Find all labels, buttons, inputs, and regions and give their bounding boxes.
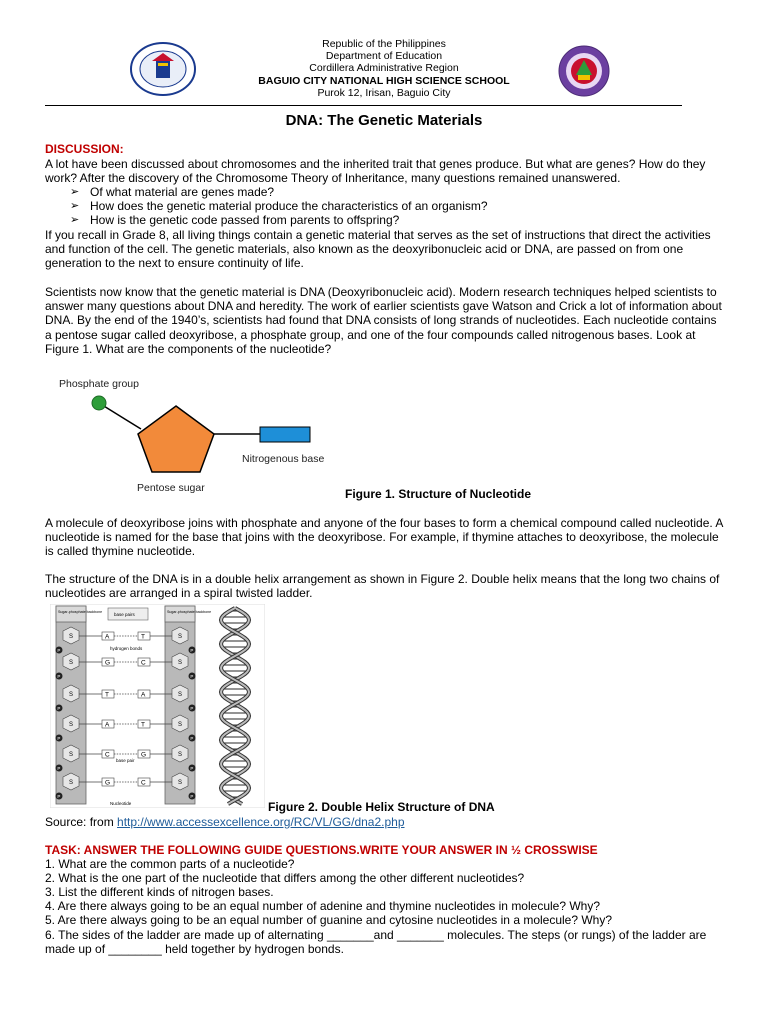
question-item: ➢ How is the genetic code passed from parents to offspring? — [70, 213, 400, 228]
republic-line: Republic of the Philippines — [322, 38, 446, 50]
task-heading: TASK: ANSWER THE FOLLOWING GUIDE QUESTIONS.WRITE YOUR ANSWER IN ½ CROSSWISE — [45, 843, 598, 857]
source-line — [45, 815, 725, 829]
nucleotide-label: Nucleotide — [110, 801, 132, 806]
phosphate-letter: P — [57, 706, 61, 711]
discussion-paragraph-1: A lot have been discussed about chromosomes and the inherited trait that genes produce. But what are genes? How do they work? After the discovery of the Chromosome Theory of Inheritance, many questions remained unanswered. — [45, 157, 706, 186]
phosphate-letter: P — [190, 648, 194, 653]
base-letter-left: G — [105, 779, 111, 787]
page-title: DNA: The Genetic Materials — [285, 112, 483, 129]
phosphate-letter: P — [190, 794, 194, 799]
phosphate-circle — [92, 396, 106, 410]
department-line: Department of Education — [325, 50, 443, 63]
source-link[interactable]: http://www.accessexcellence.org/RC/VL/GG/dna2.php — [117, 815, 405, 829]
sugar-letter: S — [69, 634, 74, 640]
discussion-paragraph-4: A molecule of deoxyribose joins with phosphate and anyone of the four bases to form a chemical compound called nucleotide. A nucleotide is named for the base that joins with the deoxyribose. For example, if thymine attaches to deoxyribose, the molecule is called thymine nucleotide. — [45, 516, 723, 559]
base-letter-left: A — [105, 633, 110, 641]
phosphate-letter: P — [190, 766, 194, 771]
base-pair-label: base pair — [116, 758, 135, 763]
base-letter-right: C — [141, 659, 146, 667]
task-question-2: 2. What is the one part of the nucleotide that differs among the other different nucleotides? — [45, 871, 525, 885]
phosphate-letter: P — [190, 736, 194, 741]
figure2-caption: Figure 2. Double Helix Structure of DNA — [268, 800, 495, 814]
question-item: ➢ How does the genetic material produce the characteristics of an organism? — [70, 199, 488, 214]
arrow-bullet-icon: ➢ — [70, 186, 80, 198]
base-label: Nitrogenous base — [242, 453, 325, 465]
backbone-left-label: Sugar-phosphate backbone — [58, 610, 103, 614]
discussion-heading: DISCUSSION: — [45, 142, 124, 156]
school-address: Purok 12, Irisan, Baguio City — [317, 86, 451, 99]
double-helix-diagram — [50, 604, 265, 808]
letterhead — [0, 38, 768, 99]
base-letter-left: C — [105, 751, 110, 759]
base-pairs-label: base pairs — [114, 612, 135, 617]
phosphate-label: Phosphate group — [59, 378, 139, 390]
base-letter-right: A — [141, 691, 146, 699]
sugar-letter: S — [178, 780, 183, 786]
sugar-letter: S — [178, 692, 183, 698]
discussion-paragraph-5: The structure of the DNA is in a double helix arrangement as shown in Figure 2. Double helix means that the long two chains of nucleotides are arranged in a spiral twisted ladder. — [45, 572, 720, 601]
phosphate-letter: P — [57, 674, 61, 679]
discussion-paragraph-2: If you recall in Grade 8, all living things contain a genetic material that serves as the set of instructions that direct the activities and function of the cell. The genetic materials, also known as the deoxyribonucleic acid or DNA, are passed on from one generation to the next to ensure continuity of life. — [45, 228, 711, 271]
phosphate-letter: P — [57, 648, 61, 653]
sugar-letter: S — [178, 722, 183, 728]
discussion-paragraph-3: Scientists now know that the genetic material is DNA (Deoxyribonucleic acid). Modern research techniques helped scientists to answer many questions about DNA and heredity. The work of earlier scientists gave Watson and Crick a lot of information about DNA. By the end of the 1940’s, scientists had found that DNA consists of long strands of nucleotides. Each nucleotide contains a pentose sugar called deoxyribose, a phosphate group, and one of the four compounds called nitrogenous bases. Look at Figure 1. What are the components of the nucleotide? — [45, 285, 722, 356]
backbone-right-label: Sugar-phosphate backbone — [167, 610, 212, 614]
question-item: ➢ Of what material are genes made? — [70, 185, 275, 199]
phosphate-letter: P — [57, 766, 61, 771]
sugar-letter: S — [69, 722, 74, 728]
phosphate-letter: P — [57, 736, 61, 741]
region-line: Cordillera Administrative Region — [309, 62, 459, 75]
base-letter-left: T — [105, 691, 109, 699]
hydrogen-bonds-label: hydrogen bonds — [110, 646, 143, 651]
base-letter-right: T — [141, 633, 145, 641]
question-list — [70, 185, 488, 228]
task-question-5: 5. Are there always going to be an equal number of guanine and cytosine nucleotides in a molecule? Why? — [45, 913, 613, 927]
sugar-letter: S — [69, 780, 74, 786]
arrow-bullet-icon: ➢ — [70, 214, 80, 227]
sugar-letter: S — [69, 752, 74, 758]
header-divider — [45, 105, 682, 106]
sugar-letter: S — [178, 752, 183, 758]
base-letter-right: C — [141, 779, 146, 787]
sugar-label: Pentose sugar — [137, 482, 205, 494]
base-letter-right: G — [141, 751, 147, 759]
sugar-letter: S — [69, 692, 74, 698]
task-question-3: 3. List the different kinds of nitrogen bases. — [45, 885, 274, 899]
sugar-letter: S — [178, 660, 183, 666]
nitrogenous-base-rect — [260, 427, 310, 442]
pentose-pentagon — [138, 406, 214, 472]
task-question-1: 1. What are the common parts of a nucleotide? — [45, 857, 295, 871]
phosphate-letter: P — [57, 794, 61, 799]
phosphate-letter: P — [190, 706, 194, 711]
base-letter-left: A — [105, 721, 110, 729]
arrow-bullet-icon: ➢ — [70, 200, 80, 213]
nucleotide-diagram — [55, 372, 345, 497]
sugar-letter: S — [178, 634, 183, 640]
base-letter-left: G — [105, 659, 111, 667]
task-question-4: 4. Are there always going to be an equal number of adenine and thymine nucleotides in molecule? Why? — [45, 899, 601, 913]
phosphate-letter: P — [190, 674, 194, 679]
base-letter-right: T — [141, 721, 145, 729]
task-question-6: 6. The sides of the ladder are made up of alternating _______and _______ molecules. The steps (or rungs) of the ladder are made up of ________ held together by hydrogen bonds. — [45, 928, 707, 957]
sugar-letter: S — [69, 660, 74, 666]
school-name: BAGUIO CITY NATIONAL HIGH SCIENCE SCHOOL — [258, 74, 510, 87]
figure1-caption: Figure 1. Structure of Nucleotide — [345, 487, 532, 501]
source-prefix: Source: from — [45, 815, 118, 829]
